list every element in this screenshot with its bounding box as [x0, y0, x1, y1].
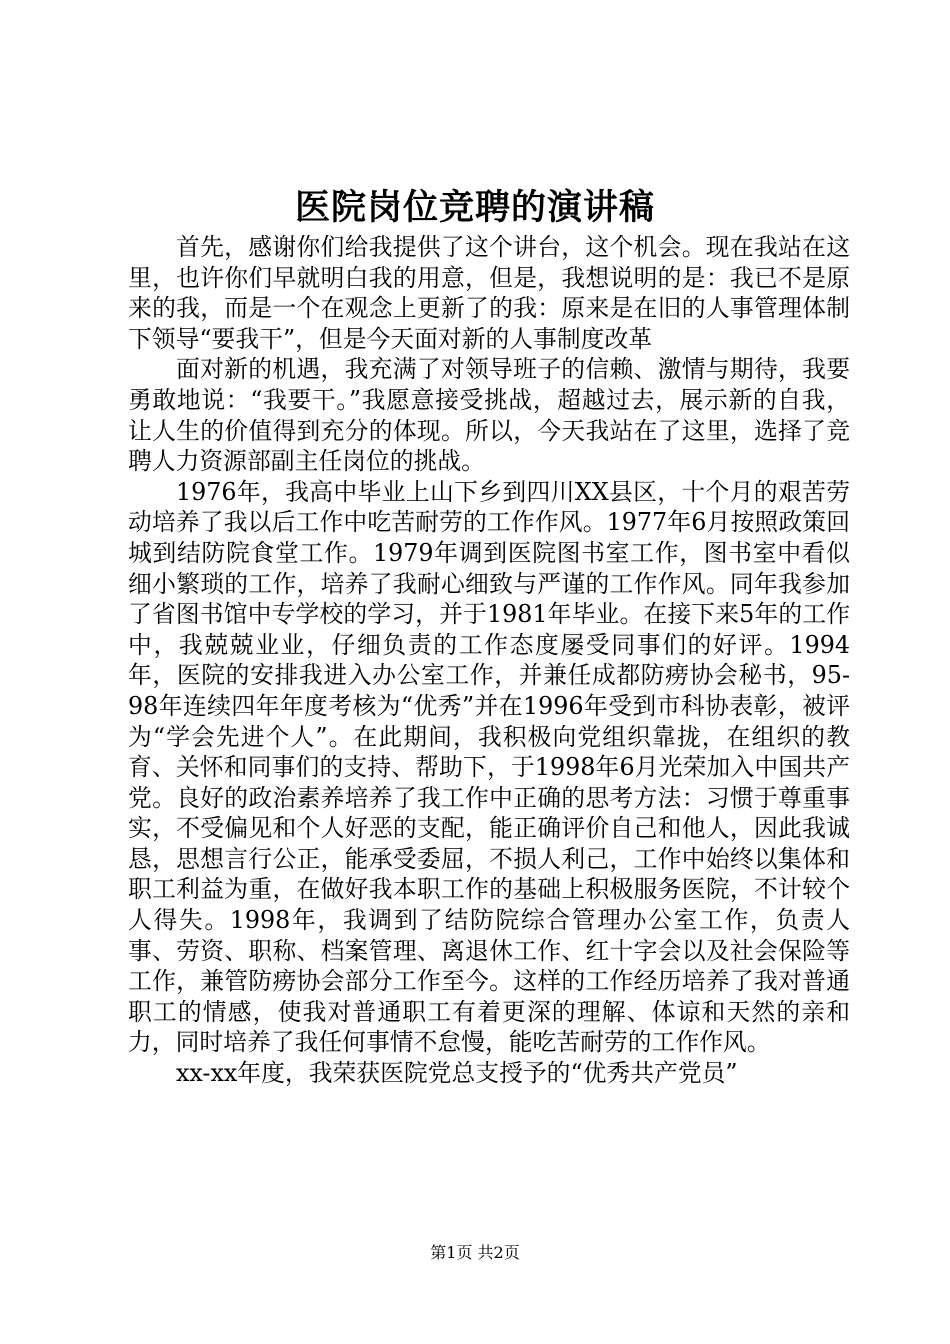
- paragraph-2: 面对新的机遇，我充满了对领导班子的信赖、激情与期待，我要勇敢地说：“我要干。”我愿意接受挑战，超越过去，展示新的自我，让人生的价值得到充分的体现。所以，今天我站在了这里，选择了竞聘人力资源部副主任岗位的挑战。: [128, 355, 850, 476]
- paragraph-3: 1976年，我高中毕业上山下乡到四川XX县区，十个月的艰苦劳动培养了我以后工作中吃苦耐劳的工作作风。1977年6月按照政策回城到结防院食堂工作。1979年调到医院图书室工作，图书室中看似细小繁琐的工作，培养了我耐心细致与严谨的工作作风。同年我参加了省图书馆中专学校的学习，并于1981年毕业。在接下来5年的工作中，我兢兢业业，仔细负责的工作态度屡受同事们的好评。1994年，医院的安排我进入办公室工作，并兼任成都防痨协会秘书，95-98年连续四年年度考核为“优秀”并在1996年受到市科协表彰，被评为“学会先进个人”。在此期间，我积极向党组织靠拢，在组织的教育、关怀和同事们的支持、帮助下，于1998年6月光荣加入中国共产党。良好的政治素养培养了我工作中正确的思考方法：习惯于尊重事实，不受偏见和个人好恶的支配，能正确评价自己和他人，因此我诚恳，思想言行公正，能承受委屈，不损人利己，工作中始终以集体和职工利益为重，在做好我本职工作的基础上积极服务医院，不计较个人得失。1998年，我调到了结防院综合管理办公室工作，负责人事、劳资、职称、档案管理、离退休工作、红十字会以及社会保险等工作，兼管防痨协会部分工作至今。这样的工作经历培养了我对普通职工的情感，使我对普通职工有着更深的理解、体谅和天然的亲和力，同时培养了我任何事情不怠慢，能吃苦耐劳的工作作风。: [128, 477, 850, 1057]
- paragraph-4: xx-xx年度，我荣获医院党总支授予的“优秀共产党员”: [176, 1059, 738, 1088]
- document-body: [128, 232, 850, 1089]
- document-title: 医院岗位竞聘的演讲稿: [294, 187, 655, 228]
- page-footer: 第1页 共2页: [430, 1243, 520, 1262]
- paragraph-1: 首先，感谢你们给我提供了这个讲台，这个机会。现在我站在这里，也许你们早就明白我的用意，但是，我想说明的是：我已不是原来的我，而是一个在观念上更新了的我：原来是在旧的人事管理体制下领导“要我干”，但是今天面对新的人事制度改革: [128, 233, 850, 353]
